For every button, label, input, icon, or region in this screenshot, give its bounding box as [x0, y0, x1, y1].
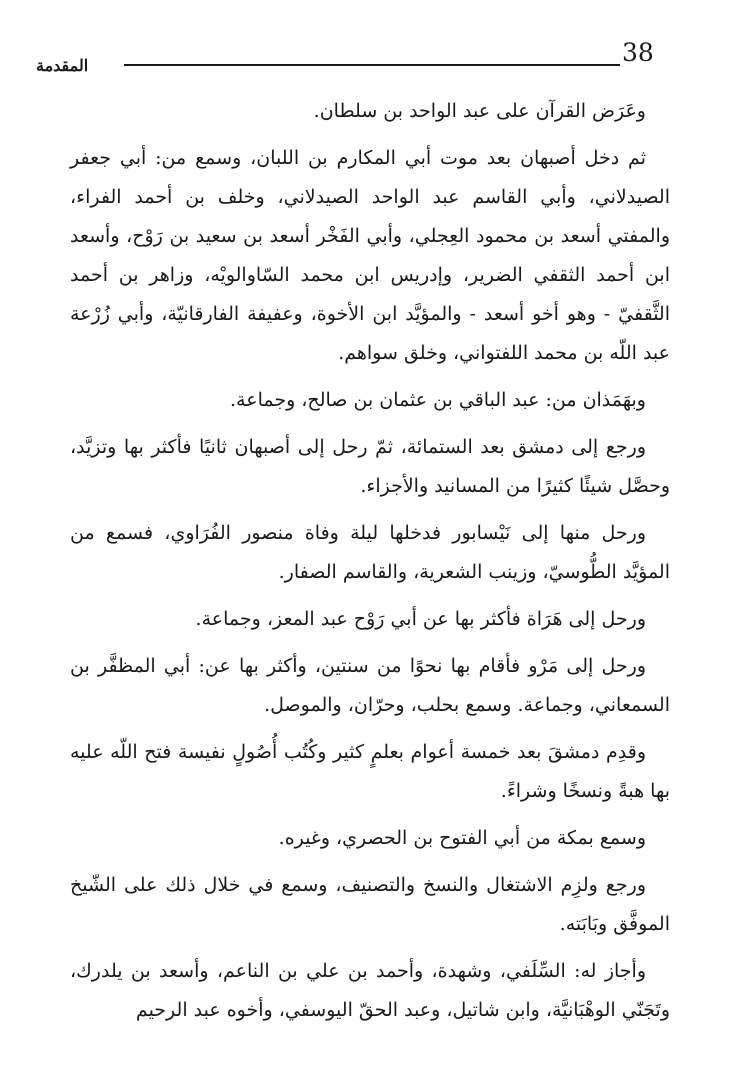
paragraph: ورجع ولزِم الاشتغال والنسخ والتصنيف، وسمع في خلال ذلك على الشّيخ الموفَّق وبَابَته.	[70, 874, 670, 935]
paragraph: ورجع إلى دمشق بعد الستمائة، ثمّ رحل إلى أصبهان ثانيًا فأكثر بها وتزيَّد، وحصَّل شيئًا كثيرًا من المسانيد والأجزاء.	[70, 436, 670, 497]
page-number: 38	[622, 38, 654, 67]
paragraph: ثم دخل أصبهان بعد موت أبي المكارم بن اللبان، وسمع من: أبي جعفر الصيدلاني، وأبي القاسم عبد الواحد الصيدلاني، وخلف بن أحمد الفراء، والمفتي أسعد بن محمود العِجلي، وأبي الفَخْر أسعد بن سعيد بن رَوْح، وأسعد ابن أحمد الثقفي الضرير، وإدريس ابن محمد السّاوالويْه، وزاهر بن أحمد الثَّقفيّ - وهو أخو أسعد - والمؤيَّد ابن الأخوة، وعفيفة الفارقانيّة، وأبي زُرْعة عبد اللّه بن محمد اللفتواني، وخلق سواهم.	[70, 147, 670, 364]
paragraph: ورحل إلى هَرَاة فأكثر بها عن أبي رَوْح عبد المعز، وجماعة.	[195, 608, 646, 630]
paragraph: وبهَمَذان من: عبد الباقي بن عثمان بن صالح، وجماعة.	[230, 389, 646, 411]
chapter-title: المقدمة	[36, 56, 89, 75]
paragraph: وقدِم دمشقَ بعد خمسة أعوام بعلمٍ كثير وكُتُب أُصُولٍ نفيسة فتح اللّه عليه بها هبةً ونسخًا وشراءً.	[70, 741, 670, 802]
page-body	[70, 92, 670, 1038]
page-header	[28, 30, 668, 80]
header-rule	[124, 64, 620, 66]
paragraph: وعَرَض القرآن على عبد الواحد بن سلطان.	[313, 100, 646, 122]
paragraph: ورحل إلى مَرْو فأقام بها نحوًا من سنتين، وأكثر بها عن: أبي المظفَّر بن السمعاني، وجماعة. وسمع بحلب، وحرّان، والموصل.	[70, 655, 670, 716]
paragraph: وسمع بمكة من أبي الفتوح بن الحصري، وغيره.	[278, 827, 646, 849]
paragraph: ورحل منها إلى نَيْسابور فدخلها ليلة وفاة منصور الفُرَاوي، فسمع من المؤيَّد الطُّوسيّ، وزينب الشعرية، والقاسم الصفار.	[70, 522, 670, 583]
paragraph: وأجاز له: السِّلَفي، وشهدة، وأحمد بن علي بن الناعم، وأسعد بن يلدرك، وتَجَنّي الوهْبَانيَّة، وابن شاتيل، وعبد الحقّ اليوسفي، وأخوه عبد الرحيم	[70, 960, 670, 1021]
